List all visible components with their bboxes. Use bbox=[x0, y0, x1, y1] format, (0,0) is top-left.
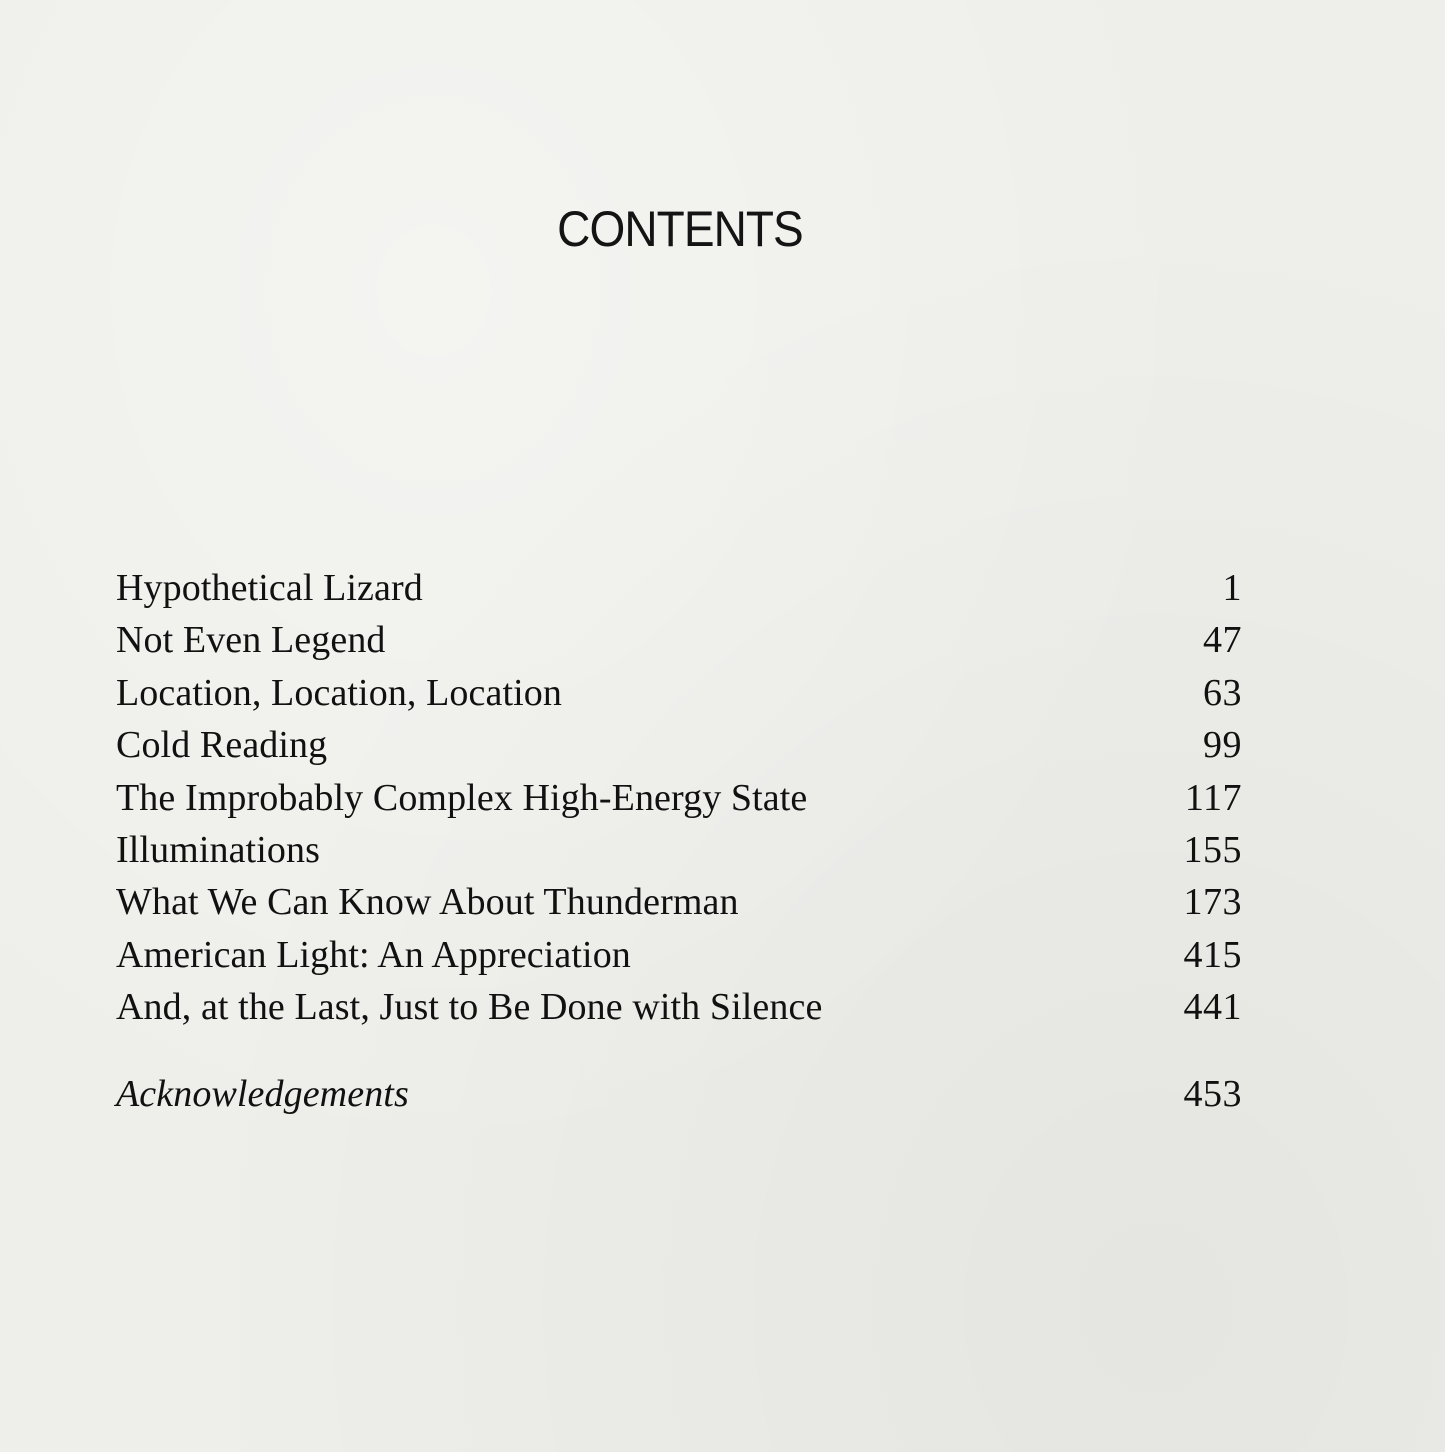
toc-entry-title: And, at the Last, Just to Be Done with Silence bbox=[116, 986, 823, 1029]
toc-entry-acknowledgements bbox=[116, 1068, 1242, 1120]
toc-entry-page: 173 bbox=[1183, 881, 1242, 924]
toc-entry-title: American Light: An Appreciation bbox=[116, 933, 631, 976]
toc-entry bbox=[116, 667, 1242, 719]
toc-entry bbox=[116, 824, 1242, 876]
toc-entry-title: Cold Reading bbox=[116, 724, 328, 767]
toc-entry bbox=[116, 719, 1242, 771]
toc-entry-title: Location, Location, Location bbox=[116, 671, 562, 714]
toc-entry-title: Hypothetical Lizard bbox=[116, 567, 423, 609]
toc-entry-page: 117 bbox=[1184, 776, 1242, 819]
toc-entry-page: 1 bbox=[1222, 567, 1242, 609]
toc-entry-page: 441 bbox=[1183, 986, 1242, 1029]
table-of-contents bbox=[116, 562, 1242, 1120]
toc-entry-page: 47 bbox=[1203, 619, 1242, 662]
toc-entry-title: Acknowledgements bbox=[116, 1072, 409, 1115]
toc-entry-title: The Improbably Complex High-Energy State bbox=[116, 776, 808, 819]
toc-entry-title: Illuminations bbox=[116, 828, 320, 871]
toc-entry-title: Not Even Legend bbox=[116, 619, 386, 662]
toc-entry bbox=[116, 562, 1242, 614]
toc-entry bbox=[116, 772, 1242, 824]
toc-entry bbox=[116, 876, 1242, 928]
toc-entry-page: 415 bbox=[1183, 933, 1242, 976]
toc-entry-page: 453 bbox=[1183, 1072, 1242, 1115]
page-title: CONTENTS bbox=[557, 201, 803, 257]
toc-entry bbox=[116, 929, 1242, 981]
toc-entry-page: 99 bbox=[1203, 724, 1242, 767]
toc-entry-page: 63 bbox=[1203, 671, 1242, 714]
toc-entry-page: 155 bbox=[1183, 828, 1242, 871]
toc-entry bbox=[116, 614, 1242, 666]
toc-entry bbox=[116, 981, 1242, 1033]
toc-entry-title: What We Can Know About Thunderman bbox=[116, 881, 739, 924]
